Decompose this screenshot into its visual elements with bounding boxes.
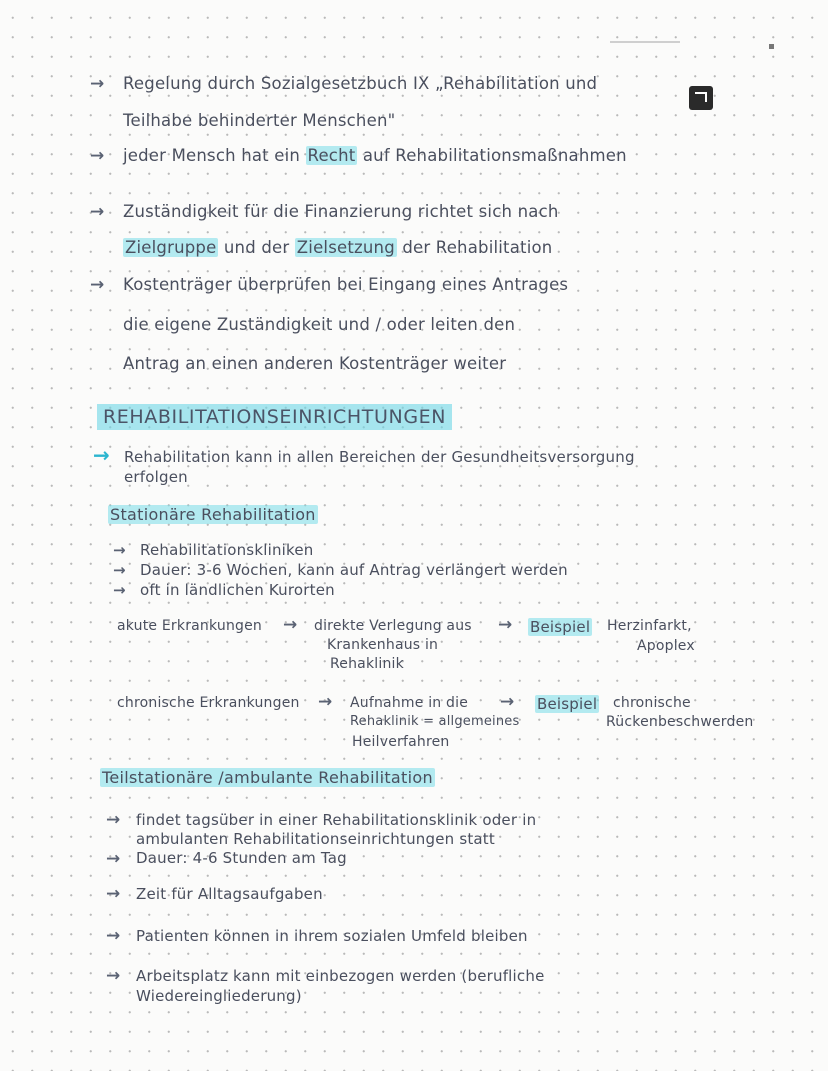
arrow-icon: →: [90, 146, 105, 166]
list-item: Dauer: 4-6 Stunden am Tag: [136, 849, 347, 867]
list-item: Patienten können in ihrem sozialen Umfeld bleiben: [136, 927, 528, 945]
page-top-mark: [610, 41, 680, 43]
arrow-icon: →: [113, 541, 126, 559]
note-line: Rehabilitation kann in allen Bereichen der Gesundheitsversorgung: [124, 448, 635, 466]
akut-desc: direkte Verlegung aus: [314, 618, 472, 634]
arrow-icon: →: [106, 926, 121, 946]
arrow-icon: →: [106, 884, 121, 904]
list-item: Zeit für Alltagsaufgaben: [136, 885, 323, 903]
arrow-icon: →: [93, 443, 110, 467]
example-text: chronische: [613, 695, 691, 711]
chronisch-desc: Heilverfahren: [352, 734, 450, 750]
akut-desc: Krankenhaus in: [327, 637, 439, 653]
note-line: Antrag an einen anderen Kostenträger weiter: [123, 354, 507, 373]
arrow-icon: →: [283, 615, 298, 635]
arrow-icon: →: [318, 692, 333, 712]
note-line: Zielgruppe und der Zielsetzung der Rehabilitation: [125, 238, 553, 257]
highlight-zielgruppe: Zielgruppe: [125, 238, 217, 257]
arrow-icon: →: [113, 581, 126, 599]
arrow-icon: →: [113, 561, 126, 579]
list-item: Wiedereingliederung): [136, 987, 302, 1005]
list-item: oft in ländlichen Kurorten: [140, 581, 335, 599]
list-item: Arbeitsplatz kann mit einbezogen werden (berufliche: [136, 967, 545, 985]
section-title: REHABILITATIONSEINRICHTUNGEN: [97, 404, 452, 430]
chronisch-desc: Rehaklinik = allgemeines: [350, 714, 520, 729]
chronisch-desc: Aufnahme in die: [350, 695, 469, 711]
akut-label: akute Erkrankungen: [117, 618, 262, 634]
example-text: Rückenbeschwerden: [606, 714, 754, 730]
arrow-icon: →: [106, 966, 121, 986]
arrow-icon: →: [90, 74, 105, 94]
note-line: jeder Mensch hat ein Recht auf Rehabilitationsmaßnahmen: [123, 146, 627, 165]
arrow-icon: →: [90, 275, 105, 295]
page-corner-icon: [689, 86, 713, 110]
list-item: findet tagsüber in einer Rehabilitationsklinik oder in: [136, 811, 537, 829]
note-line: Regelung durch Sozialgesetzbuch IX „Rehabilitation und: [123, 74, 598, 93]
arrow-icon: →: [90, 202, 105, 222]
highlight-recht: Recht: [307, 146, 356, 165]
highlight-zielsetzung: Zielsetzung: [296, 238, 395, 257]
arrow-icon: →: [500, 692, 515, 712]
akut-desc: Rehaklinik: [330, 656, 404, 672]
example-label: Beispiel: [530, 618, 591, 636]
arrow-icon: →: [106, 810, 121, 830]
note-line: Kostenträger überprüfen bei Eingang eines Antrages: [123, 275, 569, 294]
subheading-stationaer: Stationäre Rehabilitation: [110, 505, 316, 524]
corner-mark: [769, 44, 774, 49]
subheading-teilstationaer: Teilstationäre /ambulante Rehabilitation: [102, 768, 433, 787]
chronisch-label: chronische Erkrankungen: [117, 695, 300, 711]
arrow-icon: →: [106, 849, 121, 869]
list-item: Dauer: 3-6 Wochen, kann auf Antrag verlängert werden: [140, 561, 568, 579]
note-line: die eigene Zuständigkeit und / oder leiten den: [123, 315, 516, 334]
list-item: ambulanten Rehabilitationseinrichtungen statt: [136, 830, 495, 848]
note-line: erfolgen: [124, 468, 188, 486]
example-text: Apoplex: [637, 638, 695, 654]
list-item: Rehabilitationskliniken: [140, 541, 314, 559]
note-line: Zuständigkeit für die Finanzierung richtet sich nach: [123, 202, 559, 221]
note-line: Teilhabe behinderter Menschen": [123, 111, 396, 130]
example-label: Beispiel: [537, 695, 598, 713]
example-text: Herzinfarkt,: [607, 618, 692, 634]
arrow-icon: →: [498, 615, 513, 635]
